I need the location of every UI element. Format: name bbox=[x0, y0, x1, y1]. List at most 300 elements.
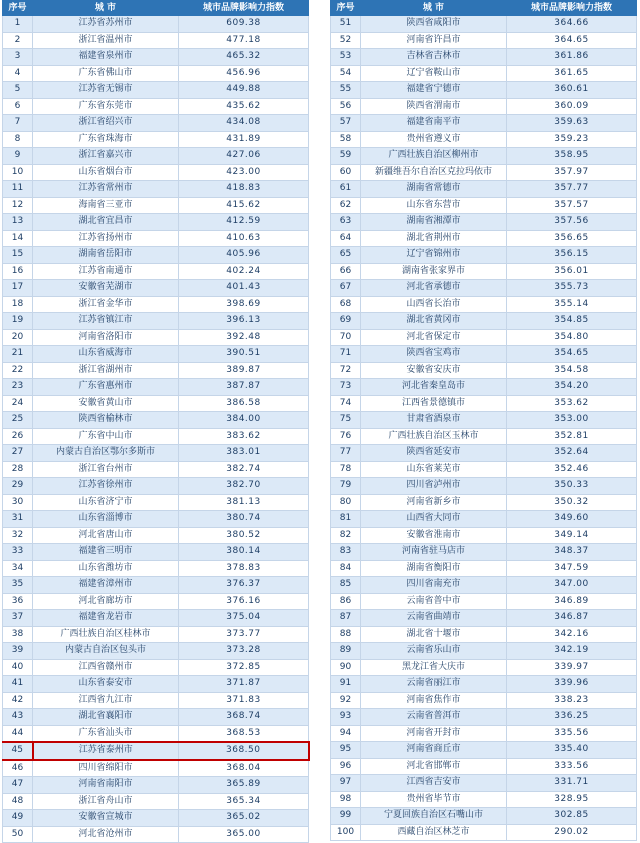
rank-cell: 95 bbox=[331, 742, 361, 759]
score-cell: 390.51 bbox=[179, 346, 309, 363]
score-cell: 347.59 bbox=[507, 560, 637, 577]
table-row bbox=[331, 725, 637, 742]
city-cell: 江苏省镇江市 bbox=[33, 313, 179, 330]
score-cell: 342.16 bbox=[507, 626, 637, 643]
rank-cell: 66 bbox=[331, 263, 361, 280]
score-cell: 386.58 bbox=[179, 395, 309, 412]
table-row bbox=[3, 676, 309, 693]
table-row bbox=[3, 626, 309, 643]
city-cell: 河北省保定市 bbox=[361, 329, 507, 346]
rank-cell: 54 bbox=[331, 65, 361, 82]
score-cell: 335.40 bbox=[507, 742, 637, 759]
city-cell: 安徽省淮南市 bbox=[361, 527, 507, 544]
city-cell: 辽宁省鞍山市 bbox=[361, 65, 507, 82]
score-cell: 360.61 bbox=[507, 82, 637, 99]
score-cell: 333.56 bbox=[507, 758, 637, 775]
score-cell: 396.13 bbox=[179, 313, 309, 330]
score-cell: 328.95 bbox=[507, 791, 637, 808]
table-row bbox=[3, 181, 309, 198]
rank-cell: 79 bbox=[331, 478, 361, 495]
table-row bbox=[331, 395, 637, 412]
rank-cell: 33 bbox=[3, 544, 33, 561]
city-cell: 四川省泸州市 bbox=[361, 478, 507, 495]
city-cell: 浙江省温州市 bbox=[33, 32, 179, 49]
table-row bbox=[3, 379, 309, 396]
rank-cell: 59 bbox=[331, 148, 361, 165]
score-cell: 365.34 bbox=[179, 793, 309, 810]
table-row bbox=[331, 676, 637, 693]
city-cell: 陕西省宝鸡市 bbox=[361, 346, 507, 363]
city-cell: 河北省邯郸市 bbox=[361, 758, 507, 775]
table-row bbox=[331, 82, 637, 99]
score-cell: 361.86 bbox=[507, 49, 637, 66]
score-cell: 357.56 bbox=[507, 214, 637, 231]
rank-cell: 99 bbox=[331, 808, 361, 825]
score-cell: 331.71 bbox=[507, 775, 637, 792]
table-row bbox=[3, 428, 309, 445]
score-cell: 355.73 bbox=[507, 280, 637, 297]
rank-cell: 3 bbox=[3, 49, 33, 66]
rank-cell: 63 bbox=[331, 214, 361, 231]
score-cell: 373.28 bbox=[179, 643, 309, 660]
rank-cell: 56 bbox=[331, 98, 361, 115]
rank-cell: 24 bbox=[3, 395, 33, 412]
table-row bbox=[331, 824, 637, 841]
city-cell: 广东省东莞市 bbox=[33, 98, 179, 115]
score-cell: 353.00 bbox=[507, 412, 637, 429]
header-no: 序号 bbox=[3, 1, 33, 16]
rank-cell: 69 bbox=[331, 313, 361, 330]
score-cell: 609.38 bbox=[179, 16, 309, 33]
rank-cell: 90 bbox=[331, 659, 361, 676]
table-row bbox=[331, 593, 637, 610]
table-row bbox=[3, 214, 309, 231]
rank-cell: 44 bbox=[3, 725, 33, 742]
table-row bbox=[331, 148, 637, 165]
score-cell: 435.62 bbox=[179, 98, 309, 115]
table-row bbox=[3, 346, 309, 363]
score-cell: 350.33 bbox=[507, 478, 637, 495]
rank-cell: 75 bbox=[331, 412, 361, 429]
table-row bbox=[331, 329, 637, 346]
city-cell: 江苏省徐州市 bbox=[33, 478, 179, 495]
table-row bbox=[331, 527, 637, 544]
rank-cell: 12 bbox=[3, 197, 33, 214]
city-cell: 云南省曲靖市 bbox=[361, 610, 507, 627]
table-row bbox=[331, 197, 637, 214]
city-cell: 甘肃省酒泉市 bbox=[361, 412, 507, 429]
score-cell: 359.63 bbox=[507, 115, 637, 132]
score-cell: 376.16 bbox=[179, 593, 309, 610]
table-row bbox=[331, 362, 637, 379]
table-row bbox=[331, 560, 637, 577]
score-cell: 376.37 bbox=[179, 577, 309, 594]
city-cell: 浙江省绍兴市 bbox=[33, 115, 179, 132]
table-row bbox=[3, 725, 309, 742]
rank-cell: 86 bbox=[331, 593, 361, 610]
rank-cell: 80 bbox=[331, 494, 361, 511]
ranking-table-right bbox=[330, 0, 637, 841]
score-cell: 349.14 bbox=[507, 527, 637, 544]
score-cell: 336.25 bbox=[507, 709, 637, 726]
table-row bbox=[331, 412, 637, 429]
rank-cell: 13 bbox=[3, 214, 33, 231]
table-row bbox=[3, 98, 309, 115]
rank-cell: 89 bbox=[331, 643, 361, 660]
rank-cell: 40 bbox=[3, 659, 33, 676]
city-cell: 贵州省遵义市 bbox=[361, 131, 507, 148]
score-cell: 357.77 bbox=[507, 181, 637, 198]
city-cell: 福建省宁德市 bbox=[361, 82, 507, 99]
table-row bbox=[3, 544, 309, 561]
score-cell: 389.87 bbox=[179, 362, 309, 379]
city-cell: 辽宁省锦州市 bbox=[361, 247, 507, 264]
rank-cell: 81 bbox=[331, 511, 361, 528]
table-row bbox=[3, 148, 309, 165]
city-cell: 山东省东营市 bbox=[361, 197, 507, 214]
table-row bbox=[331, 742, 637, 759]
rank-cell: 85 bbox=[331, 577, 361, 594]
city-cell: 陕西省延安市 bbox=[361, 445, 507, 462]
city-cell: 陕西省榆林市 bbox=[33, 412, 179, 429]
rank-cell: 35 bbox=[3, 577, 33, 594]
city-cell: 湖北省黄冈市 bbox=[361, 313, 507, 330]
score-cell: 365.00 bbox=[179, 826, 309, 843]
table-row bbox=[3, 511, 309, 528]
score-cell: 339.96 bbox=[507, 676, 637, 693]
rank-cell: 5 bbox=[3, 82, 33, 99]
rank-cell: 68 bbox=[331, 296, 361, 313]
rank-cell: 94 bbox=[331, 725, 361, 742]
table-row bbox=[3, 445, 309, 462]
score-cell: 431.89 bbox=[179, 131, 309, 148]
city-cell: 河南省新乡市 bbox=[361, 494, 507, 511]
city-cell: 浙江省湖州市 bbox=[33, 362, 179, 379]
city-cell: 山东省济宁市 bbox=[33, 494, 179, 511]
score-cell: 364.66 bbox=[507, 16, 637, 33]
score-cell: 371.87 bbox=[179, 676, 309, 693]
city-cell: 山东省潍坊市 bbox=[33, 560, 179, 577]
rank-cell: 26 bbox=[3, 428, 33, 445]
city-cell: 江苏省常州市 bbox=[33, 181, 179, 198]
city-cell: 广东省汕头市 bbox=[33, 725, 179, 742]
table-row bbox=[331, 296, 637, 313]
score-cell: 368.53 bbox=[179, 725, 309, 742]
table-row bbox=[331, 346, 637, 363]
score-cell: 364.65 bbox=[507, 32, 637, 49]
score-cell: 380.52 bbox=[179, 527, 309, 544]
table-row bbox=[3, 280, 309, 297]
table-row bbox=[331, 115, 637, 132]
rank-cell: 4 bbox=[3, 65, 33, 82]
score-cell: 381.13 bbox=[179, 494, 309, 511]
score-cell: 356.01 bbox=[507, 263, 637, 280]
score-cell: 338.23 bbox=[507, 692, 637, 709]
table-row bbox=[3, 777, 309, 794]
city-cell: 安徽省黄山市 bbox=[33, 395, 179, 412]
ranking-table-left bbox=[2, 0, 310, 843]
city-cell: 广东省佛山市 bbox=[33, 65, 179, 82]
table-row bbox=[331, 494, 637, 511]
city-cell: 四川省绵阳市 bbox=[33, 760, 179, 777]
table-row bbox=[331, 758, 637, 775]
rank-cell: 27 bbox=[3, 445, 33, 462]
score-cell: 383.62 bbox=[179, 428, 309, 445]
city-cell: 湖南省湘潭市 bbox=[361, 214, 507, 231]
rank-cell: 39 bbox=[3, 643, 33, 660]
table-row bbox=[331, 808, 637, 825]
city-cell: 广西壮族自治区玉林市 bbox=[361, 428, 507, 445]
score-cell: 342.19 bbox=[507, 643, 637, 660]
score-cell: 405.96 bbox=[179, 247, 309, 264]
city-cell: 湖北省襄阳市 bbox=[33, 709, 179, 726]
rank-cell: 58 bbox=[331, 131, 361, 148]
rank-cell: 51 bbox=[331, 16, 361, 33]
rank-cell: 32 bbox=[3, 527, 33, 544]
table-row bbox=[3, 313, 309, 330]
table-row bbox=[3, 461, 309, 478]
rank-cell: 31 bbox=[3, 511, 33, 528]
rank-cell: 78 bbox=[331, 461, 361, 478]
city-cell: 浙江省台州市 bbox=[33, 461, 179, 478]
score-cell: 382.74 bbox=[179, 461, 309, 478]
score-cell: 354.20 bbox=[507, 379, 637, 396]
table-row bbox=[331, 379, 637, 396]
city-cell: 湖北省十堰市 bbox=[361, 626, 507, 643]
rank-cell: 71 bbox=[331, 346, 361, 363]
score-cell: 401.43 bbox=[179, 280, 309, 297]
rank-cell: 43 bbox=[3, 709, 33, 726]
city-cell: 江西省赣州市 bbox=[33, 659, 179, 676]
city-cell: 河南省许昌市 bbox=[361, 32, 507, 49]
score-cell: 427.06 bbox=[179, 148, 309, 165]
city-cell: 江苏省无锡市 bbox=[33, 82, 179, 99]
city-cell: 福建省泉州市 bbox=[33, 49, 179, 66]
score-cell: 365.89 bbox=[179, 777, 309, 794]
city-cell: 海南省三亚市 bbox=[33, 197, 179, 214]
table-row bbox=[331, 230, 637, 247]
table-row bbox=[3, 577, 309, 594]
table-row bbox=[3, 709, 309, 726]
city-cell: 贵州省毕节市 bbox=[361, 791, 507, 808]
city-cell: 湖北省宜昌市 bbox=[33, 214, 179, 231]
header-score: 城市品牌影响力指数 bbox=[507, 1, 637, 16]
rank-cell: 92 bbox=[331, 692, 361, 709]
rank-cell: 62 bbox=[331, 197, 361, 214]
table-row bbox=[3, 115, 309, 132]
score-cell: 387.87 bbox=[179, 379, 309, 396]
table-row bbox=[3, 659, 309, 676]
rank-cell: 93 bbox=[331, 709, 361, 726]
city-cell: 新疆维吾尔自治区克拉玛依市 bbox=[361, 164, 507, 181]
city-cell: 陕西省渭南市 bbox=[361, 98, 507, 115]
city-cell: 山东省淄博市 bbox=[33, 511, 179, 528]
score-cell: 465.32 bbox=[179, 49, 309, 66]
city-cell: 内蒙古自治区鄂尔多斯市 bbox=[33, 445, 179, 462]
score-cell: 349.60 bbox=[507, 511, 637, 528]
score-cell: 456.96 bbox=[179, 65, 309, 82]
score-cell: 415.62 bbox=[179, 197, 309, 214]
rank-cell: 64 bbox=[331, 230, 361, 247]
city-cell: 浙江省金华市 bbox=[33, 296, 179, 313]
rank-cell: 49 bbox=[3, 810, 33, 827]
table-row bbox=[331, 791, 637, 808]
city-cell: 黑龙江省大庆市 bbox=[361, 659, 507, 676]
city-cell: 河北省秦皇岛市 bbox=[361, 379, 507, 396]
table-row bbox=[3, 362, 309, 379]
city-cell: 河南省开封市 bbox=[361, 725, 507, 742]
score-cell: 354.85 bbox=[507, 313, 637, 330]
score-cell: 383.01 bbox=[179, 445, 309, 462]
rank-cell: 14 bbox=[3, 230, 33, 247]
rank-cell: 37 bbox=[3, 610, 33, 627]
city-cell: 广东省惠州市 bbox=[33, 379, 179, 396]
city-cell: 广东省中山市 bbox=[33, 428, 179, 445]
score-cell: 290.02 bbox=[507, 824, 637, 841]
rank-cell: 74 bbox=[331, 395, 361, 412]
table-row bbox=[3, 643, 309, 660]
rank-cell: 22 bbox=[3, 362, 33, 379]
score-cell: 335.56 bbox=[507, 725, 637, 742]
header-city: 城 市 bbox=[361, 1, 507, 16]
rank-cell: 19 bbox=[3, 313, 33, 330]
table-row bbox=[331, 709, 637, 726]
rank-cell: 20 bbox=[3, 329, 33, 346]
table-row-highlighted bbox=[3, 742, 309, 760]
city-cell: 云南省普洱市 bbox=[361, 709, 507, 726]
city-cell: 山东省烟台市 bbox=[33, 164, 179, 181]
score-cell: 380.74 bbox=[179, 511, 309, 528]
rank-cell: 55 bbox=[331, 82, 361, 99]
score-cell: 412.59 bbox=[179, 214, 309, 231]
city-cell: 河南省驻马店市 bbox=[361, 544, 507, 561]
city-cell: 西藏自治区林芝市 bbox=[361, 824, 507, 841]
table-row bbox=[331, 775, 637, 792]
city-cell: 广东省珠海市 bbox=[33, 131, 179, 148]
table-row bbox=[331, 428, 637, 445]
city-cell: 安徽省宣城市 bbox=[33, 810, 179, 827]
city-cell: 安徽省安庆市 bbox=[361, 362, 507, 379]
table-row bbox=[3, 131, 309, 148]
city-cell: 山东省泰安市 bbox=[33, 676, 179, 693]
score-cell: 302.85 bbox=[507, 808, 637, 825]
city-cell: 河北省唐山市 bbox=[33, 527, 179, 544]
score-cell: 373.77 bbox=[179, 626, 309, 643]
score-cell: 380.14 bbox=[179, 544, 309, 561]
table-row bbox=[3, 247, 309, 264]
table-row bbox=[331, 313, 637, 330]
score-cell: 365.02 bbox=[179, 810, 309, 827]
score-cell: 372.85 bbox=[179, 659, 309, 676]
rank-cell: 34 bbox=[3, 560, 33, 577]
left-table-panel bbox=[2, 0, 308, 843]
table-row bbox=[3, 527, 309, 544]
score-cell: 354.80 bbox=[507, 329, 637, 346]
rank-cell: 73 bbox=[331, 379, 361, 396]
header-no: 序号 bbox=[331, 1, 361, 16]
city-cell: 浙江省舟山市 bbox=[33, 793, 179, 810]
rank-cell: 61 bbox=[331, 181, 361, 198]
city-cell: 云南省丽江市 bbox=[361, 676, 507, 693]
table-row bbox=[3, 560, 309, 577]
city-cell: 江西省九江市 bbox=[33, 692, 179, 709]
city-cell: 山东省莱芜市 bbox=[361, 461, 507, 478]
city-cell: 安徽省芜湖市 bbox=[33, 280, 179, 297]
city-cell: 江苏省扬州市 bbox=[33, 230, 179, 247]
table-row bbox=[3, 760, 309, 777]
score-cell: 434.08 bbox=[179, 115, 309, 132]
score-cell: 358.95 bbox=[507, 148, 637, 165]
score-cell: 368.04 bbox=[179, 760, 309, 777]
table-row bbox=[3, 810, 309, 827]
score-cell: 352.46 bbox=[507, 461, 637, 478]
city-cell: 湖南省张家界市 bbox=[361, 263, 507, 280]
rank-cell: 82 bbox=[331, 527, 361, 544]
city-cell: 湖南省衡阳市 bbox=[361, 560, 507, 577]
rank-cell: 76 bbox=[331, 428, 361, 445]
rank-cell: 10 bbox=[3, 164, 33, 181]
rank-cell: 18 bbox=[3, 296, 33, 313]
rank-cell: 30 bbox=[3, 494, 33, 511]
table-row bbox=[331, 214, 637, 231]
table-row bbox=[331, 478, 637, 495]
score-cell: 350.32 bbox=[507, 494, 637, 511]
table-row bbox=[3, 197, 309, 214]
rank-cell: 84 bbox=[331, 560, 361, 577]
score-cell: 359.23 bbox=[507, 131, 637, 148]
table-row bbox=[3, 329, 309, 346]
score-cell: 356.65 bbox=[507, 230, 637, 247]
table-row bbox=[331, 643, 637, 660]
city-cell: 内蒙古自治区包头市 bbox=[33, 643, 179, 660]
city-cell: 四川省南充市 bbox=[361, 577, 507, 594]
table-row bbox=[331, 16, 637, 33]
city-cell: 山西省大同市 bbox=[361, 511, 507, 528]
table-row bbox=[3, 65, 309, 82]
city-cell: 河北省承德市 bbox=[361, 280, 507, 297]
table-row bbox=[331, 32, 637, 49]
city-cell: 福建省漳州市 bbox=[33, 577, 179, 594]
score-cell: 375.04 bbox=[179, 610, 309, 627]
city-cell: 河南省焦作市 bbox=[361, 692, 507, 709]
rank-cell: 25 bbox=[3, 412, 33, 429]
table-row bbox=[331, 247, 637, 264]
header-score: 城市品牌影响力指数 bbox=[179, 1, 309, 16]
city-cell: 河南省商丘市 bbox=[361, 742, 507, 759]
table-row bbox=[3, 478, 309, 495]
rank-cell: 45 bbox=[3, 742, 33, 760]
rank-cell: 53 bbox=[331, 49, 361, 66]
rank-cell: 65 bbox=[331, 247, 361, 264]
table-row bbox=[3, 692, 309, 709]
table-row bbox=[331, 626, 637, 643]
city-cell: 吉林省吉林市 bbox=[361, 49, 507, 66]
city-cell: 福建省三明市 bbox=[33, 544, 179, 561]
rank-cell: 6 bbox=[3, 98, 33, 115]
table-row bbox=[3, 263, 309, 280]
rank-cell: 9 bbox=[3, 148, 33, 165]
rank-cell: 7 bbox=[3, 115, 33, 132]
rank-cell: 97 bbox=[331, 775, 361, 792]
city-cell: 云南省普中市 bbox=[361, 593, 507, 610]
score-cell: 382.70 bbox=[179, 478, 309, 495]
city-cell: 湖南省常德市 bbox=[361, 181, 507, 198]
table-row bbox=[331, 263, 637, 280]
score-cell: 346.87 bbox=[507, 610, 637, 627]
rank-cell: 67 bbox=[331, 280, 361, 297]
table-row bbox=[331, 445, 637, 462]
table-row bbox=[331, 280, 637, 297]
